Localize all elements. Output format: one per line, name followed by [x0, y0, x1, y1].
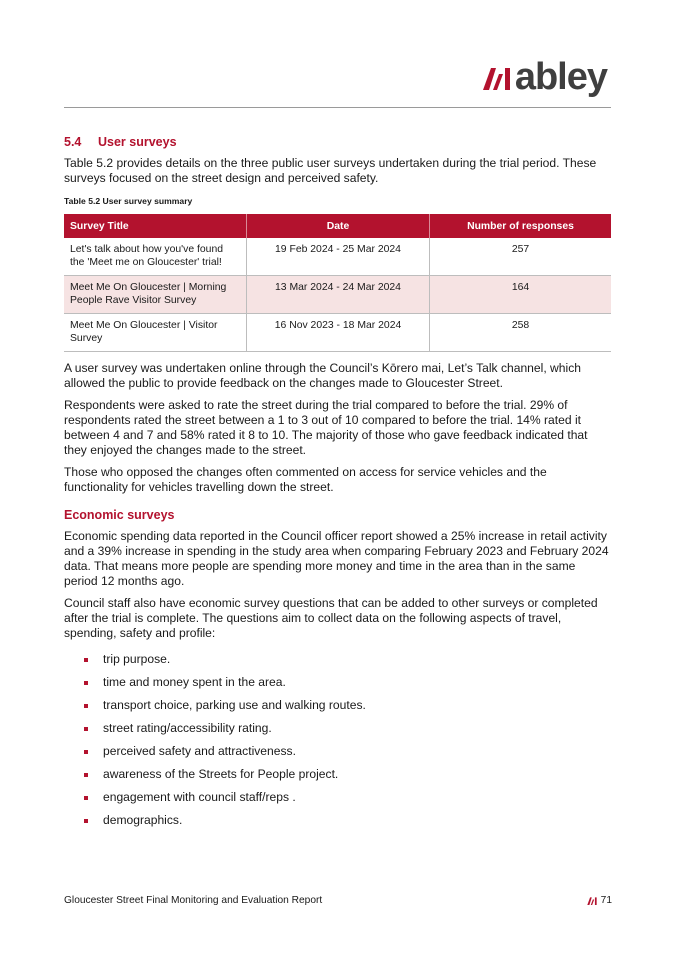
economic-heading: Economic surveys: [64, 508, 175, 522]
cell-date: 19 Feb 2024 - 25 Mar 2024: [247, 238, 430, 276]
header-responses: Number of responses: [430, 214, 612, 238]
survey-table: [64, 214, 611, 352]
list-item: [64, 809, 612, 832]
table-row: [64, 238, 611, 276]
bullet-icon: [84, 796, 88, 800]
list-item: [64, 763, 612, 786]
aspects-list: [64, 648, 612, 832]
bullet-icon: [84, 773, 88, 777]
cell-survey-title: Meet Me On Gloucester | Morning People Rave Visitor Survey: [64, 276, 247, 314]
bullet-icon: [84, 658, 88, 662]
table-header-row: [64, 214, 611, 238]
cell-responses: 257: [430, 238, 612, 276]
table-row: [64, 276, 611, 314]
list-item: [64, 648, 612, 671]
list-item: [64, 717, 612, 740]
cell-responses: 164: [430, 276, 612, 314]
footer-page: [587, 895, 612, 906]
abley-mark-icon: [587, 896, 598, 905]
bullet-icon: [84, 750, 88, 754]
cell-responses: 258: [430, 314, 612, 352]
paragraph-ratings: Respondents were asked to rate the street during the trial compared to before the trial. 29% of respondents rated the street between a 1 to 3 out of 10 compared to before the trial. 14% rated it between 4 and 7 and 58% rated it 8 to 10. The majority of those who gave feedback indicated that they enjoyed the changes made to the street.: [64, 398, 588, 457]
paragraph-questions: Council staff also have economic survey questions that can be added to other surveys or completed after the trial is complete. The questions aim to collect data on the following aspects of travel, spending, safety and profile:: [64, 596, 598, 640]
list-item: [64, 740, 612, 763]
paragraph-user-survey: A user survey was undertaken online through the Council’s Kōrero mai, Let’s Talk channel, which allowed the public to provide feedback on the changes made to Gloucester Street.: [64, 361, 581, 390]
list-item-text: transport choice, parking use and walking routes.: [103, 698, 366, 712]
list-item: [64, 694, 612, 717]
page-footer: [64, 895, 612, 906]
cell-survey-title: Let's talk about how you've found the 'Meet me on Gloucester' trial!: [64, 238, 247, 276]
footer-report-title: Gloucester Street Final Monitoring and Evaluation Report: [64, 895, 323, 906]
table-row: [64, 314, 611, 352]
page-number: 71: [600, 895, 612, 906]
abley-logo: [483, 58, 607, 96]
page-content: [64, 135, 612, 832]
list-item-text: awareness of the Streets for People project.: [103, 767, 339, 781]
bullet-icon: [84, 819, 88, 823]
section-number: 5.4: [64, 135, 82, 149]
list-item: [64, 786, 612, 809]
bullet-icon: [84, 704, 88, 708]
header-survey-title: Survey Title: [64, 214, 247, 238]
list-item-text: street rating/accessibility rating.: [103, 721, 272, 735]
header-date: Date: [247, 214, 430, 238]
cell-survey-title: Meet Me On Gloucester | Visitor Survey: [64, 314, 247, 352]
cell-date: 16 Nov 2023 - 18 Mar 2024: [247, 314, 430, 352]
abley-mark-icon: [483, 64, 513, 90]
list-item-text: time and money spent in the area.: [103, 675, 286, 689]
bullet-icon: [84, 681, 88, 685]
list-item-text: demographics.: [103, 813, 183, 827]
paragraph-spending: Economic spending data reported in the Council officer report showed a 25% increase in retail activity and a 39% increase in spending in the study area when comparing February 2023 and February 2024 data. That means more people are spending more money and time in the area than in the same period 12 months ago.: [64, 529, 609, 588]
bullet-icon: [84, 727, 88, 731]
brand-name: abley: [514, 56, 607, 98]
cell-date: 13 Mar 2024 - 24 Mar 2024: [247, 276, 430, 314]
table-caption: Table 5.2 User survey summary: [64, 196, 193, 206]
section-heading: [64, 135, 612, 150]
list-item-text: engagement with council staff/reps .: [103, 790, 296, 804]
section-title: User surveys: [98, 135, 177, 149]
paragraph-opposition: Those who opposed the changes often commented on access for service vehicles and the functionality for vehicles travelling down the street.: [64, 465, 547, 494]
list-item: [64, 671, 612, 694]
intro-paragraph: Table 5.2 provides details on the three public user surveys undertaken during the trial period. These surveys focused on the street design and perceived safety.: [64, 156, 597, 185]
list-item-text: trip purpose.: [103, 652, 171, 666]
list-item-text: perceived safety and attractiveness.: [103, 744, 296, 758]
header-divider: [64, 107, 611, 108]
